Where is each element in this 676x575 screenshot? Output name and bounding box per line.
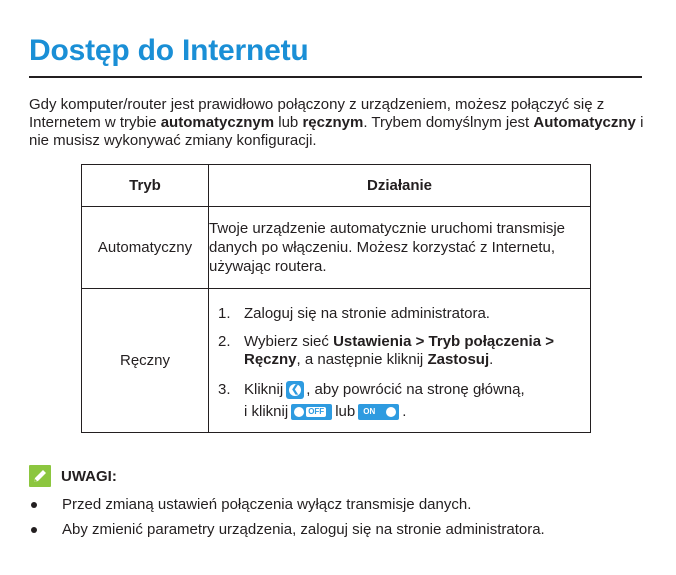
title-divider [29, 76, 642, 78]
description-manual [209, 289, 591, 433]
step-2-mid: , a następnie kliknij [296, 350, 428, 368]
intro-text-4: i nie musisz wykonywać zmiany konfiguracji. [29, 114, 644, 149]
chevron-left-icon: ❮ [286, 381, 304, 399]
step-2-end: . [489, 350, 494, 368]
table-header-row [82, 165, 591, 207]
toggle-on-label: ON [363, 406, 376, 416]
intro-paragraph [29, 96, 644, 150]
step-3-pre: Kliknij [244, 380, 284, 398]
bullet-icon [31, 502, 37, 508]
page-title: Dostęp do Internetu [29, 34, 309, 67]
table-row-manual [82, 289, 591, 433]
toggle-on-icon [358, 404, 399, 420]
modes-table [81, 164, 591, 433]
description-automatic: Twoje urządzenie automatycznie uruchomi transmisje danych po włączeniu. Możesz korzystać z Internetu, używając routera. [209, 207, 591, 289]
intro-bold-manual: ręcznym [302, 114, 364, 131]
header-action: Działanie [209, 165, 591, 207]
notes-title: UWAGI: [61, 468, 117, 485]
toggle-off-label: OFF [308, 406, 325, 416]
step-1 [209, 305, 590, 323]
step-2-pre: Wybierz sieć [244, 332, 334, 350]
step-2-apply: Zastosuj [427, 350, 490, 368]
intro-text-1: Gdy komputer/router jest prawidłowo połączony z urządzeniem, możesz połączyć się z Internetem w trybie [29, 96, 605, 131]
step-1-number: 1. [218, 304, 231, 322]
step-2 [209, 333, 590, 369]
mode-automatic: Automatyczny [82, 207, 209, 289]
step-3-line2-pre: i kliknij [244, 402, 289, 420]
step-3-end: . [402, 402, 407, 420]
step-1-text: Zaloguj się na stronie administratora. [244, 304, 490, 322]
table-row-automatic [82, 207, 591, 289]
intro-text-2: lub [274, 114, 303, 131]
note-text-1: Przed zmianą ustawień połączenia wyłącz transmisje danych. [62, 496, 472, 513]
intro-bold-automatic: automatycznym [160, 114, 275, 131]
manual-steps [209, 305, 590, 423]
step-3-number: 3. [218, 380, 231, 398]
step-3-or: lub [335, 402, 356, 420]
step-3 [209, 379, 590, 423]
bullet-icon [31, 527, 37, 533]
pencil-icon [29, 465, 51, 487]
header-mode: Tryb [82, 165, 209, 207]
intro-text-3: . Trybem domyślnym jest [363, 114, 534, 131]
list-item [29, 496, 649, 514]
mode-manual: Ręczny [82, 289, 209, 433]
list-item [29, 521, 649, 539]
intro-bold-default: Automatyczny [533, 114, 636, 131]
step-2-number: 2. [218, 332, 231, 350]
toggle-off-icon [291, 404, 332, 420]
step-2-menu-path: Ustawienia > Tryb połączenia > Ręczny [244, 332, 554, 368]
step-3-mid: , aby powrócić na stronę główną, [306, 380, 525, 398]
note-text-2: Aby zmienić parametry urządzenia, zaloguj się na stronie administratora. [62, 521, 545, 538]
notes-list [29, 496, 649, 546]
